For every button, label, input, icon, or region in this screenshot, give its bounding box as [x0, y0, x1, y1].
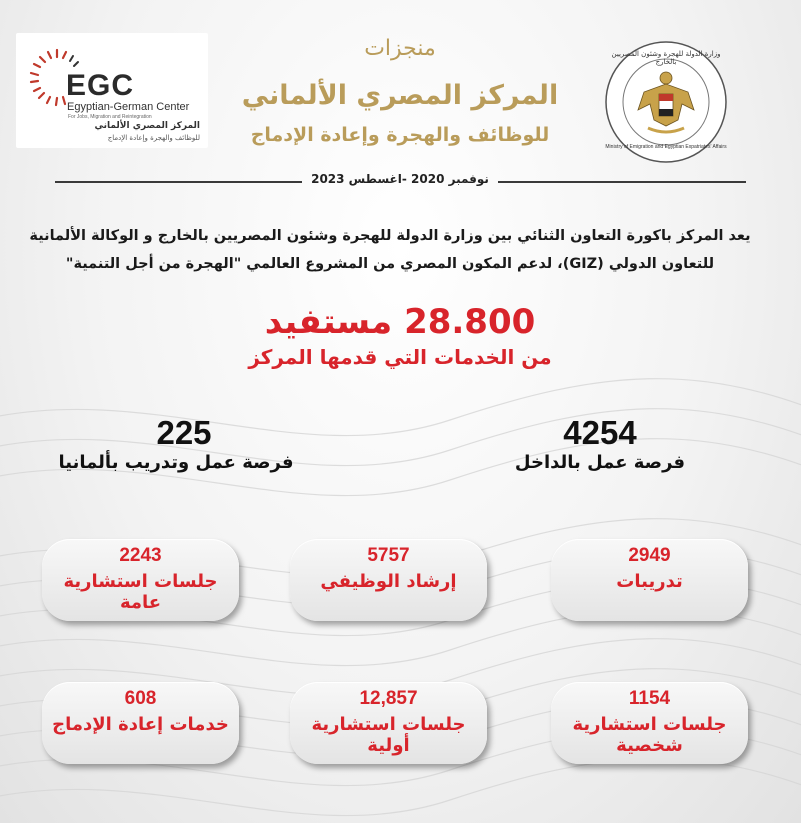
- egc-logo: [16, 33, 208, 148]
- ministry-name-en: Ministry of Emigration and Egyptian Expatriates' Affairs: [605, 144, 727, 150]
- ministry-name-ar: وزارة الدولة للهجرة وشئون المصريين بالخارج: [611, 50, 721, 66]
- card-trainings: [551, 539, 748, 621]
- card-career-guidance: [290, 539, 487, 621]
- divider-left: [55, 181, 302, 183]
- egc-logo-name-ar: المركز المصري الألماني: [94, 121, 200, 131]
- intro-line-2: للتعاون الدولي (GIZ)، لدعم المكون المصري من المشروع العالمي "الهجرة من أجل التنمية": [65, 256, 715, 272]
- card-label: خدمات إعادة الإدماج: [52, 714, 229, 735]
- stat-local-jobs-label: فرصة عمل بالداخل: [514, 452, 686, 473]
- intro-paragraph: [20, 222, 760, 278]
- beneficiaries-total: 28.800 مستفيد: [264, 302, 536, 342]
- card-personal-counseling: [551, 682, 748, 764]
- stat-germany-jobs-value: 225: [156, 414, 212, 451]
- egc-logo-tagline-ar: للوظائف والهجرة وإعادة الإدماج: [107, 134, 200, 142]
- intro-line-1: يعد المركز باكورة التعاون الثنائي بين وزارة الدولة للهجرة وشئون المصريين بالخارج و الوكالة الألمانية: [29, 228, 751, 244]
- stat-germany-jobs-label: فرصة عمل وتدريب بألمانيا: [58, 452, 294, 473]
- card-label: جلسات استشارية عامة: [63, 571, 218, 613]
- card-general-counseling: [42, 539, 239, 621]
- card-label: تدريبات: [616, 571, 683, 592]
- card-initial-counseling: [290, 682, 487, 764]
- card-label: جلسات استشارية شخصية: [572, 714, 727, 756]
- card-reintegration-services: [42, 682, 239, 764]
- card-value: 1154: [628, 688, 671, 709]
- ministry-logo: [604, 40, 728, 164]
- period-date: نوفمبر 2020 -اغسطس 2023: [311, 172, 489, 186]
- card-label: إرشاد الوظيفي: [320, 571, 457, 592]
- egc-logo-tagline-en: For Jobs, Migration and Reintegration: [68, 114, 152, 120]
- header-subtitle: للوظائف والهجرة وإعادة الإدماج: [250, 124, 550, 146]
- header-title: المركز المصري الألماني: [241, 80, 559, 111]
- egc-logo-name-en: Egyptian-German Center: [67, 101, 190, 113]
- card-label: جلسات استشارية أولية: [311, 714, 466, 756]
- card-value: 2949: [628, 545, 671, 566]
- stat-local-jobs-value: 4254: [563, 414, 637, 451]
- divider-right: [498, 181, 746, 183]
- card-value: 2243: [119, 545, 162, 566]
- card-value: 12,857: [359, 688, 418, 709]
- egc-logo-title: EGC: [66, 69, 135, 102]
- beneficiaries-label: من الخدمات التي قدمها المركز: [248, 345, 552, 369]
- card-value: 608: [124, 688, 157, 709]
- header-kicker: منجزات: [364, 36, 436, 61]
- card-value: 5757: [367, 545, 410, 566]
